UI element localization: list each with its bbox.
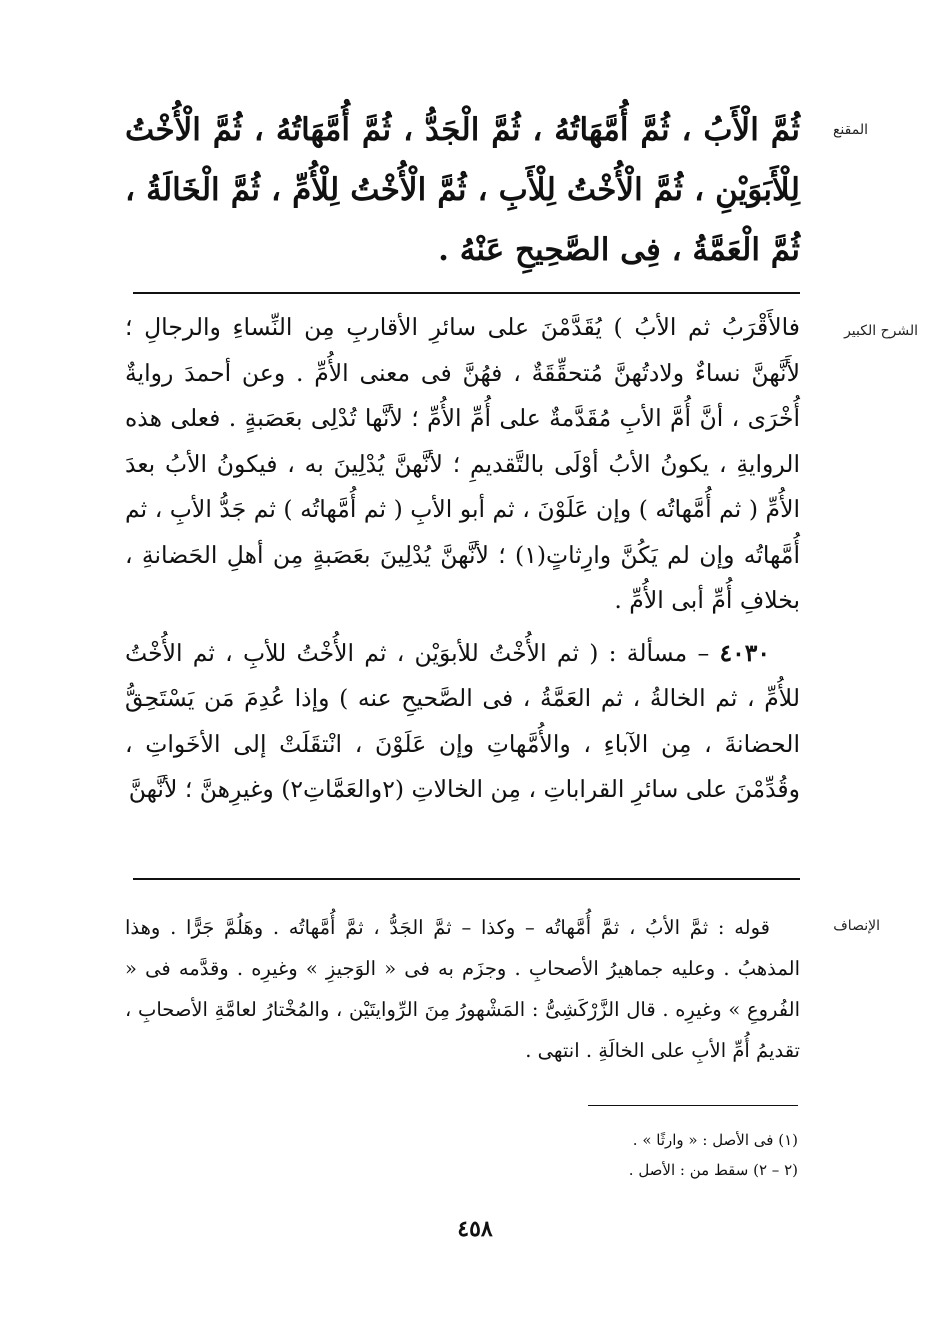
masala-number: ٤٠٣٠ (719, 638, 770, 667)
muqni-text (125, 100, 800, 280)
footnote-separator (588, 1105, 798, 1106)
sharh-paragraph-2 (125, 631, 800, 813)
footnote-2: (٢ – ٢) سقط من : الأصل . (628, 1161, 798, 1179)
footnotes (400, 1125, 798, 1185)
sharh-text (125, 305, 800, 813)
divider-top (133, 292, 800, 294)
label-muqni: المقنع (832, 122, 868, 138)
page-number: ٤٥٨ (457, 1216, 493, 1242)
insaf-paragraph: قوله : ثمَّ الأبُ ، ثمَّ أُمَّهاتُه – وكذا – ثمَّ الجَدُّ ، ثمَّ أُمَّهاتُه . وهَلُمَّ جَرًّا . وهذا المذهبُ . وعليه جماهيرُ الأصحابِ . وجزَم به فى « الوَجيزِ » وغيرِه . وقدَّمه فى « الفُروعِ » وغيرِه . قال الزَّرْكَشِىُّ : المَشْهورُ مِنَ الرِّوايتَيْن ، والمُخْتارُ لعامَّةِ الأصحابِ ، تقديمُ أُمِّ الأبِ على الخالَةِ . انتهى . (125, 916, 800, 1062)
sharh-paragraph-1: فالأَقْرَبُ ثم الأبُ ) يُقَدَّمْنَ على سائرِ الأقاربِ مِن النِّساءِ والرجالِ ؛ لأَنَّهنَّ نساءٌ ولادتُهنَّ مُتحقِّقَةٌ ، فهُنَّ فى معنى الأُمِّ . وعن أحمدَ روايةٌ أُخْرَى ، أنَّ أُمَّ الأبِ مُقَدَّمةٌ على أُمِّ الأُمِّ ؛ لأنَّها تُدْلِى بعَصَبةٍ . فعلى هذه الروايةِ ، يكونُ الأبُ أوْلَى بالتَّقديمِ ؛ لأنَّهنَّ يُدْلِينَ به ، فيكونُ الأبُ بعدَ الأُمِّ ( ثم أُمَّهاتُه ) وإن عَلَوْنَ ، ثم أبو الأبِ ( ثم أُمَّهاتُه ) ثم جَدُّ الأبِ ، ثم أُمَّهاتُه وإن لم يَكُنَّ وارِثاتٍ(١) ؛ لأنَّهنَّ يُدْلِينَ بعَصَبةٍ مِن أهلِ الحَضانةِ ، بخلافِ أُمِّ أبى الأُمِّ . (125, 313, 800, 614)
masala-text: – مسألة : ( ثم الأُخْتُ للأبوَيْن ، ثم الأُخْتُ للأبِ ، ثم الأُخْتُ للأُمِّ ، ثم الخالةُ ، ثم العَمَّةُ ، فى الصَّحيحِ عنه ) وإذا عُدِمَ مَن يَسْتَحِقُّ الحضانةَ ، مِن الآباءِ ، والأُمَّهاتِ وإن عَلَوْنَ ، انْتقَلَتْ إلى الأخَواتِ ، وقُدِّمْنَ على سائرِ القراباتِ ، مِن الخالاتِ (٢والعَمَّاتِ٢) وغيرِهنَّ ؛ لأنَّهنَّ (125, 638, 800, 803)
insaf-text (125, 907, 800, 1071)
muqni-paragraph: ثُمَّ الْأَبُ ، ثُمَّ أُمَّهَاتُهُ ، ثُمَّ الْجَدُّ ، ثُمَّ أُمَّهَاتُهُ ، ثُمَّ الْأُخْتُ لِلْأَبَوَيْنِ ، ثُمَّ الْأُخْتُ لِلْأَبِ ، ثُمَّ الْأُخْتُ لِلْأُمِّ ، ثُمَّ الْخَالَةُ ، ثُمَّ الْعَمَّةُ ، فِى الصَّحِيحِ عَنْهُ . (125, 112, 800, 268)
divider-middle (133, 878, 800, 880)
footnote-1: (١) فى الأصل : « وارثًا » . (632, 1131, 798, 1149)
label-sharh: الشرح الكبير (844, 323, 918, 339)
label-insaf: الإنصاف (833, 918, 880, 934)
